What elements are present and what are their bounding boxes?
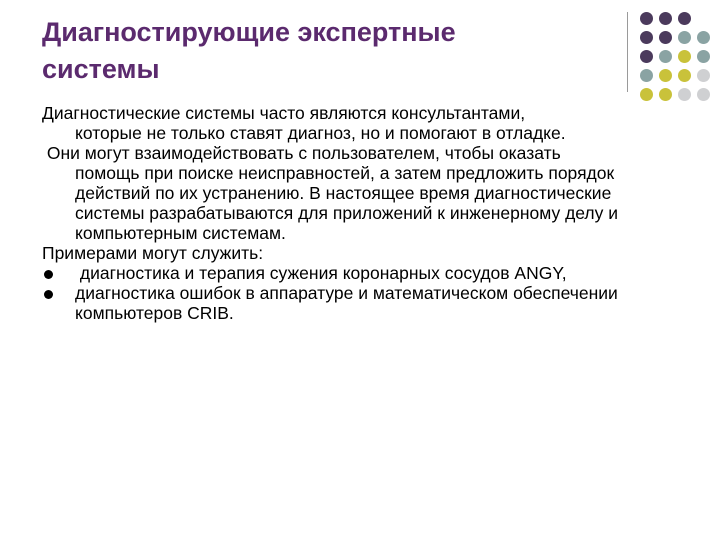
decor-dot <box>697 31 710 44</box>
examples-intro: Примерами могут служить: <box>42 243 264 263</box>
decor-dot <box>659 31 672 44</box>
decor-dot <box>697 88 710 101</box>
list-item-text: диагностика и терапия сужения коронарных сосудов ANGY, <box>75 263 567 283</box>
slide-title <box>42 14 602 88</box>
decor-dot <box>697 50 710 63</box>
slide-title-line-1: Диагностирующие экспертные <box>42 17 456 47</box>
decor-dot <box>659 50 672 63</box>
decor-dot <box>659 88 672 101</box>
paragraph-1-continuation: которые не только ставят диагноз, но и помогают в отладке. <box>75 123 566 143</box>
decor-dot <box>659 12 672 25</box>
decor-dot <box>678 88 691 101</box>
decor-dot <box>678 12 691 25</box>
paragraph-1 <box>42 103 692 143</box>
paragraph-2 <box>42 143 692 243</box>
list-item-text: диагностика ошибок в аппаратуре и математическом обеспечении компьютеров CRIB. <box>75 283 618 323</box>
decor-dot <box>678 31 691 44</box>
list-item <box>42 263 692 283</box>
bullet-dot-icon <box>44 270 53 279</box>
decor-dot <box>659 69 672 82</box>
decorative-divider <box>627 12 628 92</box>
bullet-dot-icon <box>44 290 53 299</box>
decorative-dot-grid <box>634 12 718 112</box>
paragraph-2-continuation: помощь при поиске неисправностей, а затем предложить порядок действий по их устранению. В настоящее время диагностические системы разрабатываются для приложений к инженерному делу и компьютерным системам. <box>75 163 619 243</box>
decor-dot <box>640 31 653 44</box>
decor-dot <box>678 50 691 63</box>
decor-dot <box>640 50 653 63</box>
decor-dot <box>697 69 710 82</box>
list-item <box>42 283 692 323</box>
decor-dot <box>678 69 691 82</box>
slide-title-line-2: системы <box>42 54 160 84</box>
paragraph-1-first-line: Диагностические системы часто являются консультантами, <box>42 103 526 123</box>
decor-dot <box>640 12 653 25</box>
decor-dot <box>640 88 653 101</box>
paragraph-2-first-line: Они могут взаимодействовать с пользователем, чтобы оказать <box>42 143 561 163</box>
slide-body <box>42 103 692 323</box>
decor-dot <box>640 69 653 82</box>
